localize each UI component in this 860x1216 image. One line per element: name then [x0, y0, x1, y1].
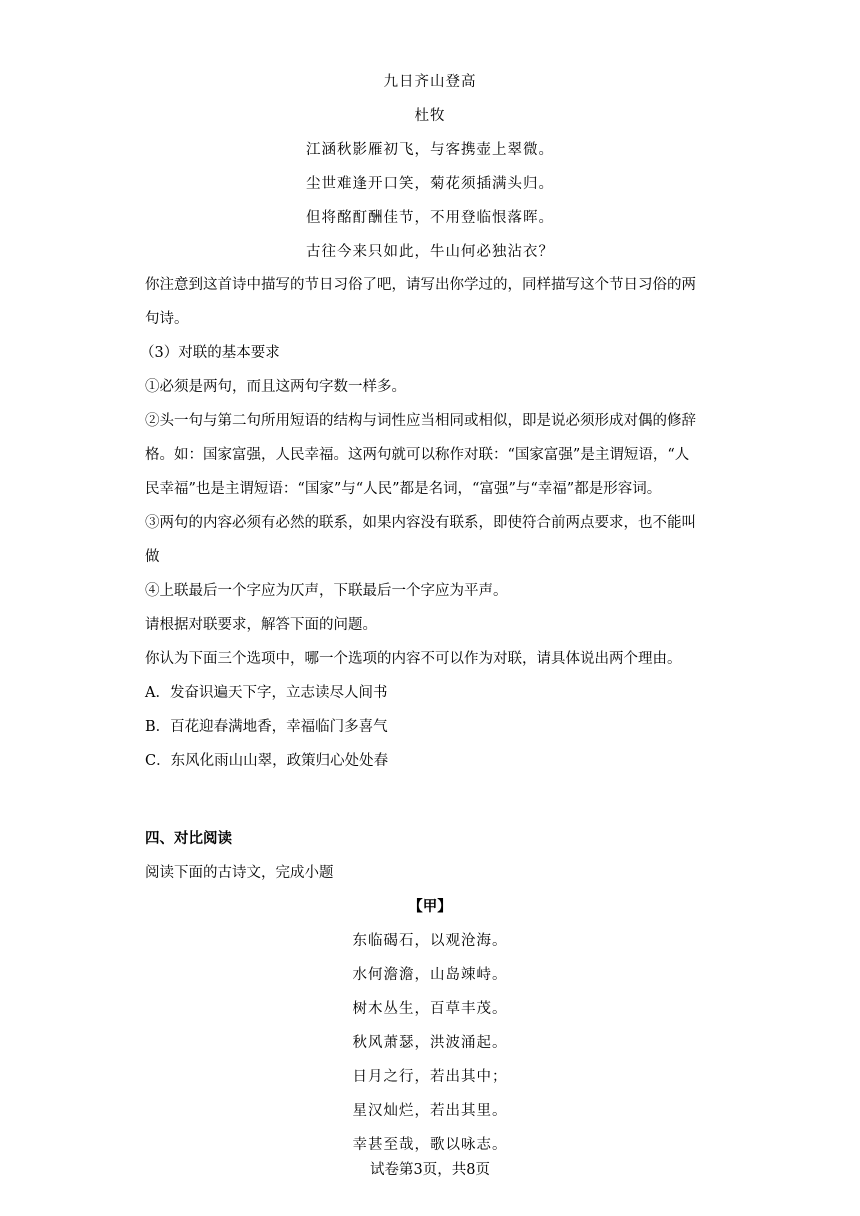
section-heading: 四、对比阅读 — [145, 830, 232, 847]
poem-line: 东临碣石，以观沧海。 — [352, 933, 508, 949]
rule-line: ③两句的内容必须有必然的联系，如果内容没有联系，即使符合前两点要求，也不能叫 — [145, 515, 696, 531]
page-footer: 试卷第3页，共8页 — [370, 1162, 490, 1178]
rule-line: ①必须是两句，而且这两句字数一样多。 — [145, 379, 406, 395]
question-heading: （3）对联的基本要求 — [140, 345, 280, 361]
section-instruction: 阅读下面的古诗文，完成小题 — [145, 865, 334, 881]
rule-line: 民幸福”也是主谓短语：“国家”与“人民”都是名词，“富强”与“幸福”都是形容词。 — [145, 481, 662, 497]
option-a: A．发奋识遍天下字，立志读尽人间书 — [145, 685, 388, 701]
question-text: 句诗。 — [145, 311, 189, 327]
poem-line: 星汉灿烂，若出其里。 — [352, 1103, 508, 1119]
instruction-line: 请根据对联要求，解答下面的问题。 — [145, 617, 377, 633]
option-c: C．东风化雨山山翠，政策归心处处春 — [145, 753, 389, 769]
part-label: 【甲】 — [408, 898, 452, 915]
poem-line: 水何澹澹，山岛竦峙。 — [352, 967, 508, 983]
option-b: B．百花迎春满地香，幸福临门多喜气 — [145, 719, 388, 735]
poem-line: 日月之行，若出其中； — [352, 1069, 508, 1085]
poem-line: 树木丛生，百草丰茂。 — [352, 1001, 508, 1017]
poem-line: 尘世难逢开口笑，菊花须插满头归。 — [306, 176, 554, 192]
poem-title: 九日齐山登高 — [383, 74, 477, 90]
question-text: 你注意到这首诗中描写的节日习俗了吧，请写出你学过的，同样描写这个节日习俗的两 — [145, 277, 696, 293]
poem-author: 杜牧 — [414, 108, 446, 124]
instruction-line: 你认为下面三个选项中，哪一个选项的内容不可以作为对联，请具体说出两个理由。 — [145, 651, 682, 667]
poem-line: 江涵秋影雁初飞，与客携壶上翠微。 — [306, 142, 554, 158]
poem-line: 秋风萧瑟，洪波涌起。 — [352, 1035, 508, 1051]
rule-line: ②头一句与第二句所用短语的结构与词性应当相同或相似，即是说必须形成对偶的修辞 — [145, 413, 696, 429]
rule-line: 格。如：国家富强，人民幸福。这两句就可以称作对联：“国家富强”是主谓短语，“人 — [145, 447, 690, 463]
poem-line: 古往今来只如此，牛山何必独沾衣？ — [306, 244, 554, 260]
poem-line: 幸甚至哉，歌以咏志。 — [352, 1137, 508, 1153]
poem-line: 但将酩酊酬佳节，不用登临恨落晖。 — [306, 210, 554, 226]
rule-line: ④上联最后一个字应为仄声，下联最后一个字应为平声。 — [145, 583, 508, 599]
rule-line: 做 — [145, 549, 160, 565]
